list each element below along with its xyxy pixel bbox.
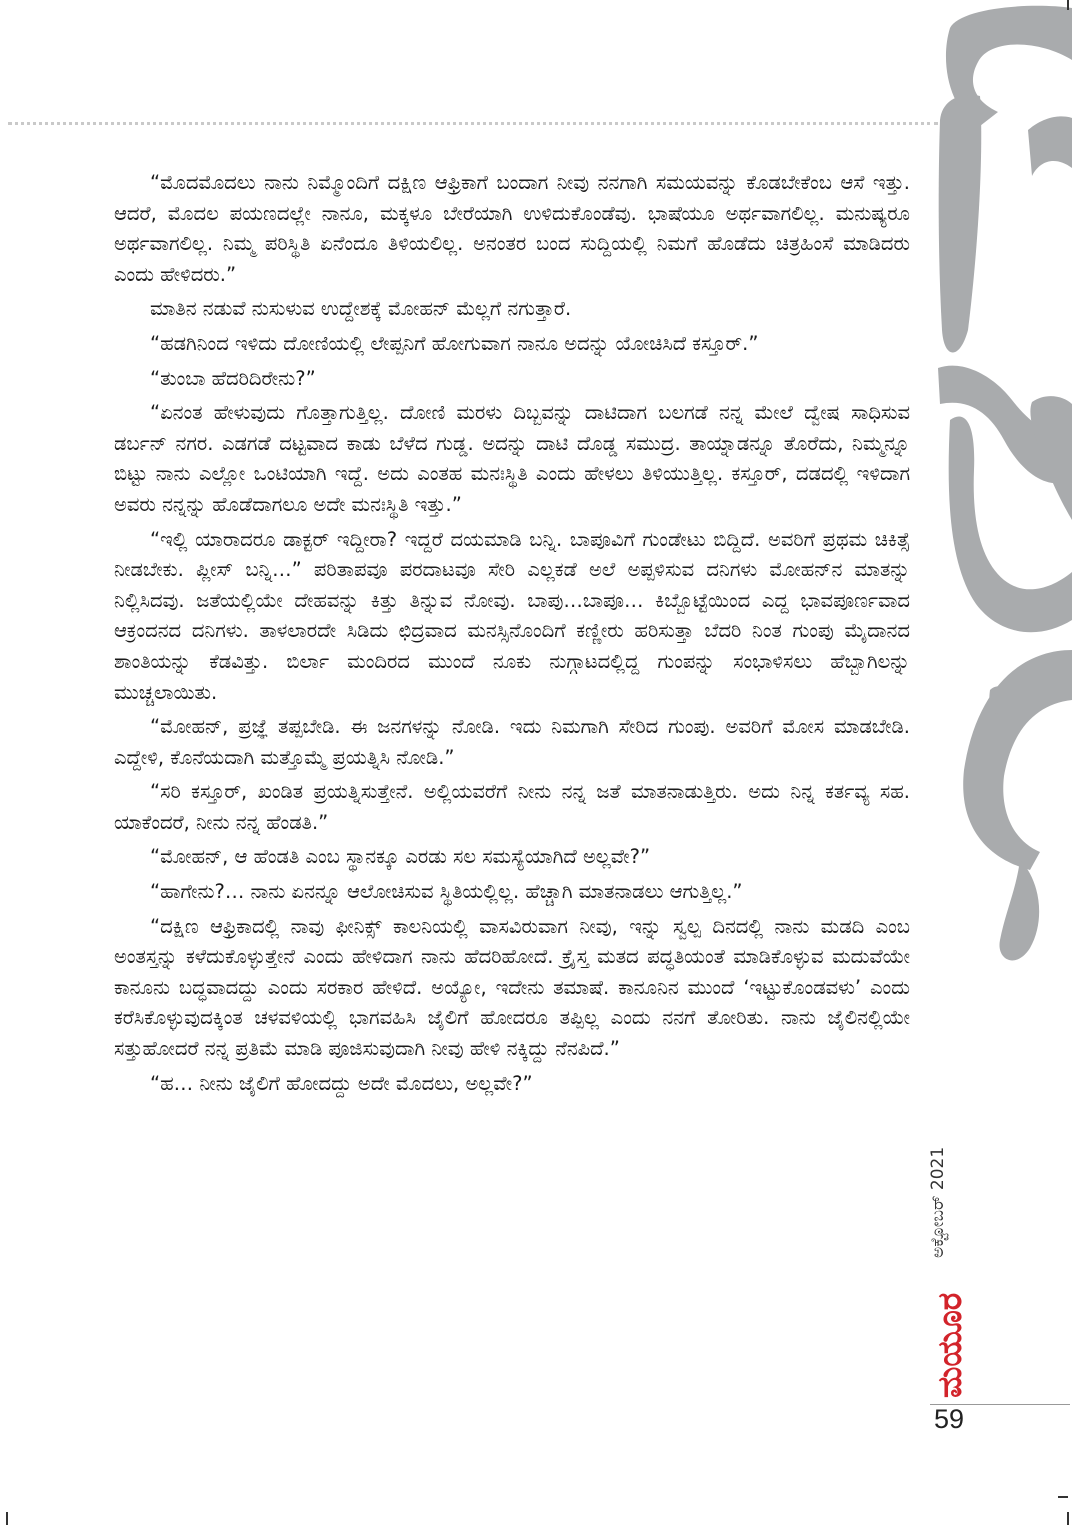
article-body: [114, 168, 910, 1103]
crop-mark-right-middle: [1058, 1496, 1068, 1498]
crop-mark-bottom-right: [1067, 1512, 1069, 1525]
paragraph: “ಹಡಗಿನಿಂದ ಇಳಿದು ದೋಣಿಯಲ್ಲಿ ಲೇಪ್ಪನಿಗೆ ಹೋಗುವಾಗ ನಾನೂ ಅದನ್ನು ಯೋಚಿಸಿದೆ ಕಸ್ತೂರ್.”: [150, 331, 759, 355]
page-number: 59: [934, 1404, 965, 1434]
paragraph: “ಮೋಹನ್, ಪ್ರಜ್ಞೆ ತಪ್ಪಬೇಡಿ. ಈ ಜನಗಳನ್ನು ನೋಡಿ. ಇದು ನಿಮಗಾಗಿ ಸೇರಿದ ಗುಂಪು. ಅವರಿಗೆ ಮೋಸ ಮಾಡಬೇಡಿ. ಎದ್ದೇಳಿ, ಕೊನೆಯದಾಗಿ ಮತ್ತೊಮ್ಮೆ ಪ್ರಯತ್ನಿಸಿ ನೋಡಿ.”: [114, 715, 910, 769]
top-dotted-rule: [8, 122, 938, 125]
paragraph: “ತುಂಬಾ ಹೆದರಿದಿರೇನು?”: [150, 366, 316, 390]
paragraph: “ಹ… ನೀನು ಜೈಲಿಗೆ ಹೋದದ್ದು ಅದೇ ಮೊದಲು, ಅಲ್ಲವೇ?”: [150, 1071, 533, 1095]
magazine-brand: ಮಯೂರ: [930, 1292, 969, 1398]
crop-mark-top-right: [1067, 0, 1069, 10]
paragraph: “ಸರಿ ಕಸ್ತೂರ್, ಖಂಡಿತ ಪ್ರಯತ್ನಿಸುತ್ತೇನೆ. ಅಲ್ಲಿಯವರೆಗೆ ನೀನು ನನ್ನ ಜತೆ ಮಾತನಾಡುತ್ತಿರು. ಅದು ನಿನ್ನ ಕರ್ತವ್ಯ ಸಹ. ಯಾಕೆಂದರೆ, ನೀನು ನನ್ನ ಹೆಂಡತಿ.”: [114, 780, 910, 834]
paragraph: “ಮೊದಮೊದಲು ನಾನು ನಿಮ್ಮೊಂದಿಗೆ ದಕ್ಷಿಣ ಆಫ್ರಿಕಾಗೆ ಬಂದಾಗ ನೀವು ನನಗಾಗಿ ಸಮಯವನ್ನು ಕೊಡಬೇಕೆಂಬ ಆಸೆ ಇತ್ತು. ಆದರೆ, ಮೊದಲ ಪಯಣದಲ್ಲೇ ನಾನೂ, ಮಕ್ಕಳೂ ಬೇರೆಯಾಗಿ ಉಳಿದುಕೊಂಡೆವು. ಭಾಷೆಯೂ ಅರ್ಥವಾಗಲಿಲ್ಲ. ಮನುಷ್ಯರೂ ಅರ್ಥವಾಗಲಿಲ್ಲ. ನಿಮ್ಮ ಪರಿಸ್ಥಿತಿ ಏನೆಂದೂ ತಿಳಿಯಲಿಲ್ಲ. ಅನಂತರ ಬಂದ ಸುದ್ದಿಯಲ್ಲಿ ನಿಮಗೆ ಹೊಡೆದು ಚಿತ್ರಹಿಂಸೆ ಮಾಡಿದರು ಎಂದು ಹೇಳಿದರು.”: [114, 171, 910, 286]
paragraph: “ಮೋಹನ್, ಆ ಹೆಂಡತಿ ಎಂಬ ಸ್ಥಾನಕ್ಕೂ ಎರಡು ಸಲ ಸಮಸ್ಯೆಯಾಗಿದೆ ಅಲ್ಲವೇ?”: [150, 845, 651, 869]
paragraph: “ದಕ್ಷಿಣ ಆಫ್ರಿಕಾದಲ್ಲಿ ನಾವು ಫೀನಿಕ್ಸ್ ಕಾಲನಿಯಲ್ಲಿ ವಾಸವಿರುವಾಗ ನೀವು, ಇನ್ನು ಸ್ವಲ್ಪ ದಿನದಲ್ಲಿ ನಾನು ಮಡದಿ ಎಂಬ ಅಂತಸ್ತನ್ನು ಕಳೆದುಕೊಳ್ಳುತ್ತೇನೆ ಎಂದು ಹೇಳಿದಾಗ ನಾನು ಹೆದರಿಹೋದೆ. ಕ್ರೈಸ್ತ ಮತದ ಪದ್ಧತಿಯಂತೆ ಮಾಡಿಕೊಳ್ಳುವ ಮದುವೆಯೇ ಕಾನೂನು ಬದ್ಧವಾದದ್ದು ಎಂದು ಸರಕಾರ ಹೇಳಿದೆ. ಅಯ್ಯೋ, ಇದೇನು ತಮಾಷೆ. ಕಾನೂನಿನ ಮುಂದೆ ‘ಇಟ್ಟುಕೊಂಡವಳು’ ಎಂದು ಕರೆಸಿಕೊಳ್ಳುವುದಕ್ಕಿಂತ ಚಳವಳಿಯಲ್ಲಿ ಭಾಗವಹಿಸಿ ಜೈಲಿಗೆ ಹೋದರೂ ತಪ್ಪಿಲ್ಲ ಎಂದು ನನಗೆ ತೋರಿತು. ನಾನು ಜೈಲಿನಲ್ಲಿಯೇ ಸತ್ತುಹೋದರೆ ನನ್ನ ಪ್ರತಿಮೆ ಮಾಡಿ ಪೂಜಿಸುವುದಾಗಿ ನೀವು ಹೇಳಿ ನಕ್ಕಿದ್ದು ನೆನಪಿದೆ.”: [114, 914, 910, 1061]
crop-mark-bottom-left: [6, 1512, 8, 1525]
issue-date: ಅಕ್ಟೋಬರ್ 2021: [928, 1146, 948, 1258]
paragraph: “ಇಲ್ಲಿ ಯಾರಾದರೂ ಡಾಕ್ಟರ್ ಇದ್ದೀರಾ? ಇದ್ದರೆ ದಯಮಾಡಿ ಬನ್ನಿ. ಬಾಪೂವಿಗೆ ಗುಂಡೇಟು ಬಿದ್ದಿದೆ. ಅವರಿಗೆ ಪ್ರಥಮ ಚಿಕಿತ್ಸೆ ನೀಡಬೇಕು. ಪ್ಲೀಸ್ ಬನ್ನಿ…” ಪರಿತಾಪವೂ ಪರದಾಟವೂ ಸೇರಿ ಎಲ್ಲಕಡೆ ಅಲೆ ಅಪ್ಪಳಿಸುವ ದನಿಗಳು ಮೋಹನ್‌ನ ಮಾತನ್ನು ನಿಲ್ಲಿಸಿದವು. ಜತೆಯಲ್ಲಿಯೇ ದೇಹವನ್ನು ಕಿತ್ತು ತಿನ್ನುವ ನೋವು. ಬಾಪು…ಬಾಪೂ… ಕಿಬ್ಬೊಟ್ಟೆಯಿಂದ ಎದ್ದ ಭಾವಪೂರ್ಣವಾದ ಆಕ್ರಂದನದ ದನಿಗಳು. ತಾಳಲಾರದೇ ಸಿಡಿದು ಛಿದ್ರವಾದ ಮನಸ್ಸಿನೊಂದಿಗೆ ಕಣ್ಣೀರು ಹರಿಸುತ್ತಾ ಬೆದರಿ ನಿಂತ ಗುಂಪು ಮೈದಾನದ ಶಾಂತಿಯನ್ನು ಕೆಡವಿತ್ತು. ಬಿರ್ಲಾ ಮಂದಿರದ ಮುಂದೆ ನೂಕು ನುಗ್ಗಾಟದಲ್ಲಿದ್ದ ಗುಂಪನ್ನು ಸಂಭಾಳಿಸಲು ಹೆಬ್ಬಾಗಿಲನ್ನು ಮುಚ್ಚಲಾಯಿತು.: [114, 527, 910, 704]
paragraph: ಮಾತಿನ ನಡುವೆ ನುಸುಳುವ ಉದ್ದೇಶಕ್ಕೆ ಮೋಹನ್ ಮೆಲ್ಲಗೆ ನಗುತ್ತಾರೆ.: [150, 297, 572, 321]
paragraph: “ಹಾಗೇನು?… ನಾನು ಏನನ್ನೂ ಆಲೋಚಿಸುವ ಸ್ಥಿತಿಯಲ್ಲಿಲ್ಲ. ಹೆಚ್ಚಾಗಿ ಮಾತನಾಡಲು ಆಗುತ್ತಿಲ್ಲ.”: [150, 880, 743, 904]
paragraph: “ಏನಂತ ಹೇಳುವುದು ಗೊತ್ತಾಗುತ್ತಿಲ್ಲ. ದೋಣಿ ಮರಳು ದಿಬ್ಬವನ್ನು ದಾಟಿದಾಗ ಬಲಗಡೆ ನನ್ನ ಮೇಲೆ ದ್ವೇಷ ಸಾಧಿಸುವ ಡರ್ಬನ್ ನಗರ. ಎಡಗಡೆ ದಟ್ಟವಾದ ಕಾಡು ಬೆಳೆದ ಗುಡ್ಡ. ಅದನ್ನು ದಾಟಿ ದೊಡ್ಡ ಸಮುದ್ರ. ತಾಯ್ನಾಡನ್ನೂ ತೊರೆದು, ನಿಮ್ಮನ್ನೂ ಬಿಟ್ಟು ನಾನು ಎಲ್ಲೋ ಒಂಟಿಯಾಗಿ ಇದ್ದೆ. ಅದು ಎಂತಹ ಮನಃಸ್ಥಿತಿ ಎಂದು ಹೇಳಲು ತಿಳಿಯುತ್ತಿಲ್ಲ. ಕಸ್ತೂರ್, ದಡದಲ್ಲಿ ಇಳಿದಾಗ ಅವರು ನನ್ನನ್ನು ಹೊಡೆದಾಗಲೂ ಅದೇ ಮನಃಸ್ಥಿತಿ ಇತ್ತು.”: [114, 401, 910, 516]
